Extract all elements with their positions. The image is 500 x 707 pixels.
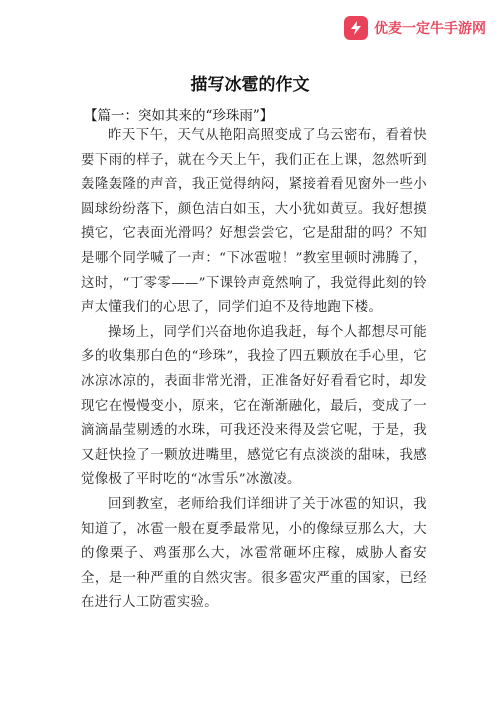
site-watermark — [344, 16, 486, 40]
bolt-icon — [348, 20, 364, 36]
document-title: 描写冰雹的作文 — [190, 75, 310, 95]
watermark-brand-text: 优麦一定牛手游网 — [374, 21, 486, 37]
essay-paragraph-1: 昨天下午，天气从艳阳高照变成了乌云密布，看着快要下雨的样子，就在今天上午，我们正在上课，忽然听到轰隆轰隆的声音，我正觉得纳闷，紧接着看见窗外一些小圆球纷纷落下，颜色洁白如玉，大小犹如黄豆。我好想摸摸它，它表面光滑吗？好想尝尝它，它是甜甜的吗？不知是哪个同学喊了一声：“下冰雹啦！”教室里顿时沸腾了，这时，“丁零零——”下课铃声竟然响了，我觉得此刻的铃声太懂我们的心思了，同学们迫不及待地跑下楼。 — [81, 128, 427, 316]
essay-paragraph-2: 操场上，同学们兴奋地你追我赶，每个人都想尽可能多的收集那白色的“珍珠”，我捡了四五颗放在手心里，它冰凉冰凉的，表面非常光滑，正准备好好看看它时，却发现它在慢慢变小，原来，它在渐渐融化，最后，变成了一滴滴晶莹剔透的水珠，可我还没来得及尝它呢，于是，我又赶快捡了一颗放进嘴里，感觉它有点淡淡的甜味，我感觉像极了平时吃的“冰雪乐”冰激凌。 — [81, 324, 427, 488]
essay-paragraph-3: 回到教室，老师给我们详细讲了关于冰雹的知识，我知道了，冰雹一般在夏季最常见，小的像绿豆那么大，大的像栗子、鸡蛋那么大，冰雹常砸坏庄稼，威胁人畜安全，是一种严重的自然灾害。很多雹灾严重的国家，已经在进行人工防雹实验。 — [81, 496, 427, 611]
brand-logo-icon — [344, 16, 368, 40]
essay-body — [81, 124, 427, 616]
section-heading: 【篇一：突如其来的“珍珠雨”】 — [84, 108, 274, 124]
